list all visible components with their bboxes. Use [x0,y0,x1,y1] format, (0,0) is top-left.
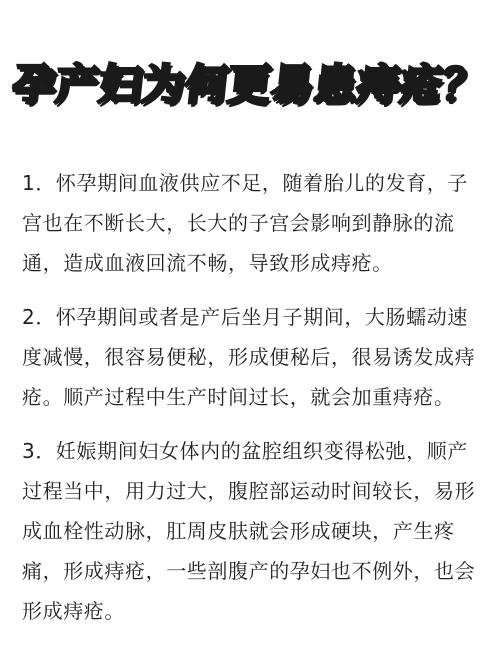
paragraph-2: 2．怀孕期间或者是产后坐月子期间，大肠蠕动速度减慢，很容易便秘，形成便秘后，很易诱发成痔疮。顺产过程中生产时间过长，就会加重痔疮。 [22,305,476,409]
page-title: 孕产妇为何更易患痔疮？ [10,60,490,109]
paragraph-1: 1．怀孕期间血液供应不足，随着胎儿的发育，子宫也在不断长大，长大的子宫会影响到静脉的流通，造成血液回流不畅，导致形成痔疮。 [22,171,468,275]
title-container [0,62,500,108]
article-body [22,163,484,645]
paragraph-3: 3．妊娠期间妇女体内的盆腔组织变得松弛，顺产过程当中，用力过大，腹腔部运动时间较长，易形成血栓性动脉，肛周皮肤就会形成硬块，产生疼痛，形成痔疮，一些剖腹产的孕妇也不例外，也会形成痔疮。 [22,439,476,623]
